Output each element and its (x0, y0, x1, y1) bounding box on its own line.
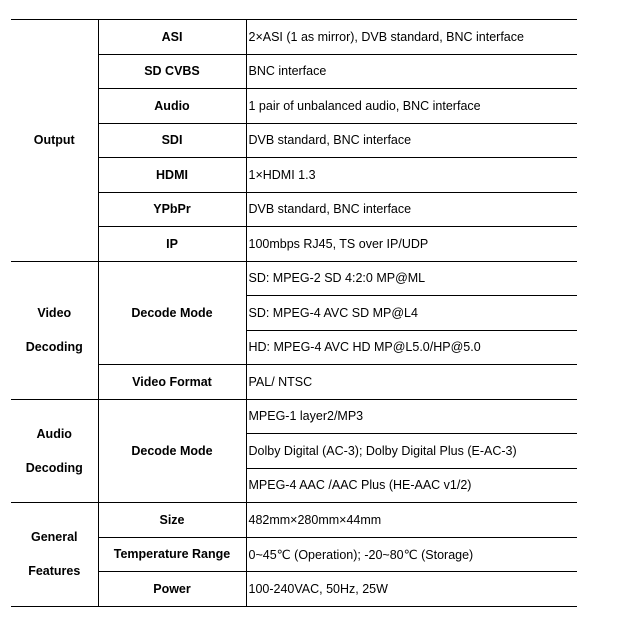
group-label-line1: General (30, 530, 78, 545)
group-general-features-label (11, 503, 98, 607)
table-row (11, 261, 577, 296)
item-sdi: SDI (98, 123, 246, 158)
table-row (11, 503, 577, 538)
item-video-decode-mode: Decode Mode (98, 261, 246, 365)
spec-table (11, 19, 577, 607)
item-audio: Audio (98, 89, 246, 124)
item-temperature-range: Temperature Range (98, 537, 246, 572)
item-ip: IP (98, 227, 246, 262)
item-size: Size (98, 503, 246, 538)
value-audio-decode-mode-2: Dolby Digital (AC-3); Dolby Digital Plus (E-AC-3) (246, 434, 577, 469)
item-sd-cvbs: SD CVBS (98, 54, 246, 89)
value-video-decode-mode-1: SD: MPEG-2 SD 4:2:0 MP@ML (246, 261, 577, 296)
value-video-decode-mode-2: SD: MPEG-4 AVC SD MP@L4 (246, 296, 577, 331)
group-audio-decoding-label (11, 399, 98, 503)
value-size: 482mm×280mm×44mm (246, 503, 577, 538)
group-output-label (11, 20, 98, 262)
item-audio-decode-mode: Decode Mode (98, 399, 246, 503)
group-label-line2: Features (28, 564, 81, 579)
item-ypbpr: YPbPr (98, 192, 246, 227)
group-label-line1: Audio (36, 426, 72, 441)
value-asi: 2×ASI (1 as mirror), DVB standard, BNC interface (246, 20, 577, 55)
value-video-format: PAL/ NTSC (246, 365, 577, 400)
value-sd-cvbs: BNC interface (246, 54, 577, 89)
item-asi: ASI (98, 20, 246, 55)
group-video-decoding-label (11, 261, 98, 399)
group-label: Output (33, 133, 75, 148)
table-row (11, 20, 577, 55)
value-audio: 1 pair of unbalanced audio, BNC interface (246, 89, 577, 124)
value-video-decode-mode-3: HD: MPEG-4 AVC HD MP@L5.0/HP@5.0 (246, 330, 577, 365)
value-temperature-range: 0~45℃ (Operation); -20~80℃ (Storage) (246, 537, 577, 572)
value-sdi: DVB standard, BNC interface (246, 123, 577, 158)
value-audio-decode-mode-3: MPEG-4 AAC /AAC Plus (HE-AAC v1/2) (246, 468, 577, 503)
group-label-line2: Decoding (25, 460, 83, 475)
item-power: Power (98, 572, 246, 607)
item-hdmi: HDMI (98, 158, 246, 193)
item-video-format: Video Format (98, 365, 246, 400)
group-label-line2: Decoding (25, 340, 83, 354)
value-audio-decode-mode-1: MPEG-1 layer2/MP3 (246, 399, 577, 434)
table-row (11, 399, 577, 434)
value-hdmi: 1×HDMI 1.3 (246, 158, 577, 193)
value-ip: 100mbps RJ45, TS over IP/UDP (246, 227, 577, 262)
group-label-line1: Video (37, 306, 72, 320)
value-ypbpr: DVB standard, BNC interface (246, 192, 577, 227)
value-power: 100-240VAC, 50Hz, 25W (246, 572, 577, 607)
